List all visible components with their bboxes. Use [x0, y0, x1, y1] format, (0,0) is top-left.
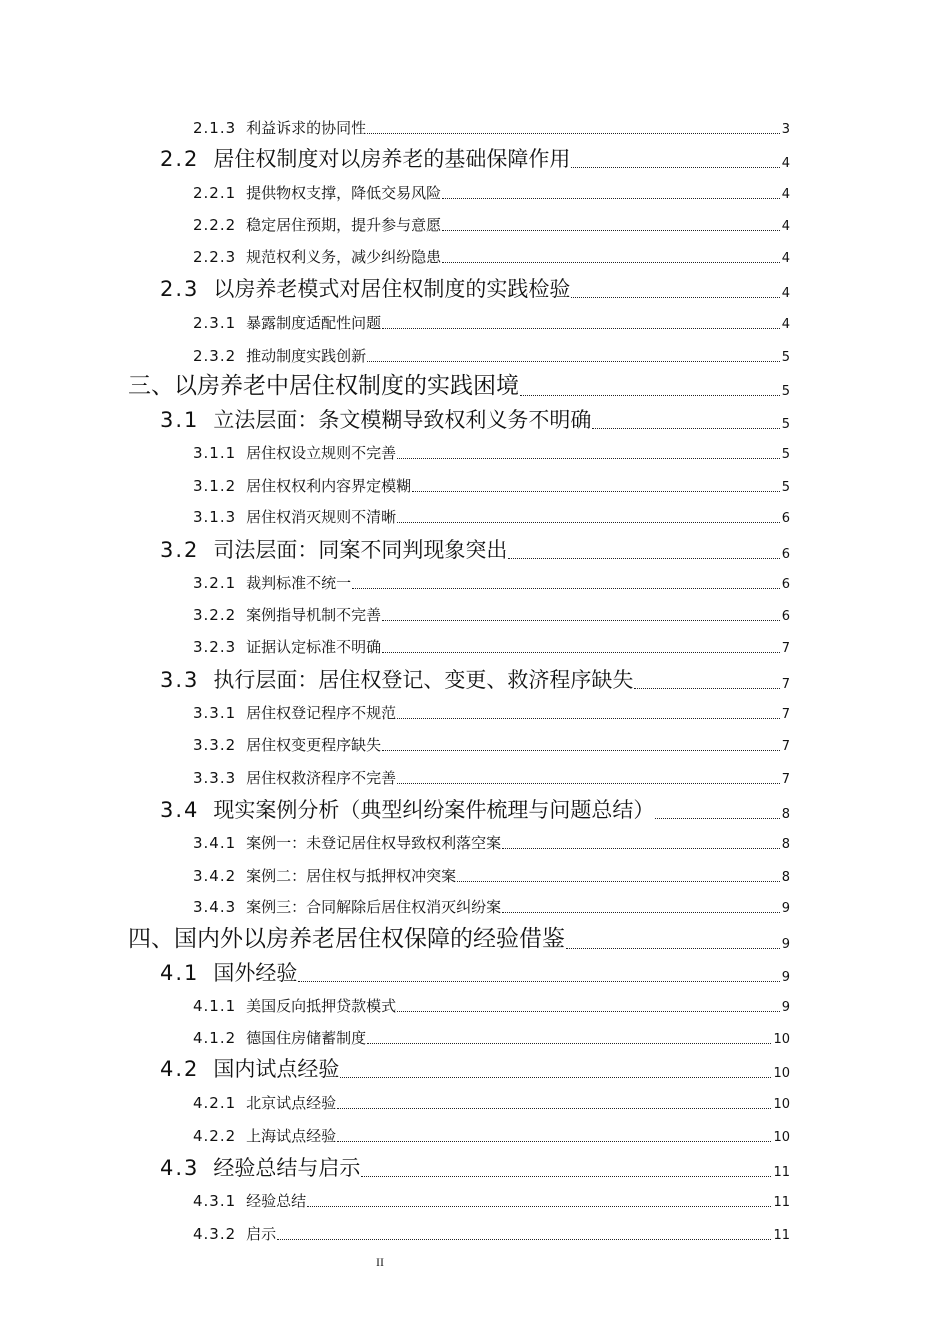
- toc-entry-number: 2.2.2: [193, 216, 237, 234]
- toc-entry-title: 案例三：合同解除后居住权消灭纠纷案: [246, 898, 502, 916]
- toc-entry-number: 2.1.3: [193, 119, 237, 137]
- toc-entry-level-3[interactable]: [193, 996, 790, 1016]
- toc-entry-page-number: 7: [781, 677, 790, 692]
- toc-entry-page-number: 9: [781, 970, 790, 985]
- toc-entry-page-number: 4: [781, 156, 790, 171]
- toc-entry-number: 3.3.3: [193, 769, 237, 787]
- toc-entry-number: 4.1: [160, 961, 200, 985]
- toc-entry-level-3[interactable]: [193, 476, 790, 496]
- dot-leader: [382, 620, 780, 621]
- toc-entry-title: 居住权变更程序缺失: [246, 736, 382, 754]
- toc-entry-number: 3.2: [160, 538, 200, 562]
- toc-entry-page-number: 10: [773, 1097, 790, 1112]
- toc-entry-number: 2.3: [160, 277, 200, 301]
- toc-entry-number: 2.3.1: [193, 314, 237, 332]
- toc-entry-level-3[interactable]: [193, 1224, 790, 1244]
- toc-entry-level-2[interactable]: [160, 1056, 790, 1082]
- toc-entry-level-3[interactable]: [193, 346, 790, 366]
- dot-leader: [571, 297, 779, 298]
- toc-entry-title: 居住权消灭规则不清晰: [246, 508, 397, 526]
- toc-entry-number: 3.1.2: [193, 477, 237, 495]
- toc-entry-number: 3.2.3: [193, 638, 237, 656]
- dot-leader: [367, 133, 780, 134]
- toc-entry-title: 执行层面：居住权登记、变更、救济程序缺失: [213, 668, 634, 692]
- toc-entry-page-number: 7: [781, 772, 790, 787]
- toc-entry-page-number: 4: [781, 286, 790, 301]
- toc-entry-number: 3.2.1: [193, 574, 237, 592]
- toc-entry-title: 启示: [246, 1225, 277, 1243]
- toc-entry-number: 3.4.1: [193, 834, 237, 852]
- toc-entry-number: 3.2.2: [193, 606, 237, 624]
- toc-entry-title: 推动制度实践创新: [246, 347, 367, 365]
- toc-entry-number: 4.1.2: [193, 1029, 237, 1047]
- toc-entry-level-3[interactable]: [193, 703, 790, 723]
- toc-entry-level-3[interactable]: [193, 118, 790, 138]
- toc-entry-number: 3.1.3: [193, 508, 237, 526]
- toc-entry-title: 司法层面：同案不同判现象突出: [213, 538, 508, 562]
- toc-entry-level-3[interactable]: [193, 183, 790, 203]
- dot-leader: [442, 262, 780, 263]
- toc-entry-page-number: 9: [781, 901, 790, 916]
- toc-entry-level-3[interactable]: [193, 833, 790, 853]
- toc-entry-title: 证据认定标准不明确: [246, 638, 382, 656]
- toc-entry-title: 三、以房养老中居住权制度的实践困境: [128, 373, 519, 399]
- toc-entry-number: 3.1: [160, 408, 200, 432]
- toc-entry-title: 居住权登记程序不规范: [246, 704, 397, 722]
- toc-entry-number: 2.3.2: [193, 347, 237, 365]
- dot-leader: [508, 558, 779, 559]
- toc-entry-page-number: 7: [781, 641, 790, 656]
- toc-entry-number: 3.3.2: [193, 736, 237, 754]
- toc-entry-level-1[interactable]: [128, 925, 790, 953]
- toc-entry-number: 3.4: [160, 798, 200, 822]
- toc-entry-level-2[interactable]: [160, 667, 790, 693]
- toc-entry-level-3[interactable]: [193, 313, 790, 333]
- dot-leader: [340, 1077, 771, 1078]
- toc-entry-title: 美国反向抵押贷款模式: [246, 997, 397, 1015]
- toc-entry-page-number: 7: [781, 707, 790, 722]
- toc-entry-level-1[interactable]: [128, 372, 790, 400]
- toc-entry-title: 规范权利义务，减少纠纷隐患: [246, 248, 442, 266]
- toc-entry-level-3[interactable]: [193, 573, 790, 593]
- dot-leader: [397, 718, 780, 719]
- dot-leader: [337, 1141, 771, 1142]
- toc-entry-number: 2.2: [160, 147, 200, 171]
- dot-leader: [307, 1206, 771, 1207]
- toc-entry-page-number: 11: [773, 1195, 790, 1210]
- toc-entry-page-number: 4: [781, 317, 790, 332]
- toc-entry-level-3[interactable]: [193, 507, 790, 527]
- dot-leader: [592, 428, 779, 429]
- toc-entry-level-2[interactable]: [160, 407, 790, 433]
- toc-entry-page-number: 7: [781, 739, 790, 754]
- toc-entry-level-3[interactable]: [193, 247, 790, 267]
- dot-leader: [502, 912, 780, 913]
- toc-entry-title: 现实案例分析（典型纠纷案件梳理与问题总结）: [213, 798, 655, 822]
- toc-entry-number: 3.3.1: [193, 704, 237, 722]
- toc-entry-title: 四、国内外以房养老居住权保障的经验借鉴: [128, 926, 565, 952]
- toc-entry-title: 德国住房储蓄制度: [246, 1029, 367, 1047]
- toc-entry-title: 北京试点经验: [246, 1094, 337, 1112]
- toc-entry-number: 4.1.1: [193, 997, 237, 1015]
- toc-entry-number: 3.4.3: [193, 898, 237, 916]
- dot-leader: [571, 167, 779, 168]
- toc-entry-title: 居住权制度对以房养老的基础保障作用: [213, 147, 571, 171]
- dot-leader: [442, 230, 780, 231]
- toc-entry-page-number: 10: [773, 1032, 790, 1047]
- toc-entry-title: 稳定居住预期，提升参与意愿: [246, 216, 442, 234]
- toc-entry-level-2[interactable]: [160, 797, 790, 823]
- toc-entry-level-3[interactable]: [193, 768, 790, 788]
- toc-entry-page-number: 5: [781, 417, 790, 432]
- toc-entry-page-number: 5: [781, 384, 790, 399]
- toc-entry-page-number: 4: [781, 251, 790, 266]
- toc-entry-page-number: 5: [781, 447, 790, 462]
- toc-entry-level-3[interactable]: [193, 637, 790, 657]
- dot-leader: [361, 1176, 771, 1177]
- toc-entry-level-2[interactable]: [160, 146, 790, 172]
- toc-entry-title: 国内试点经验: [213, 1057, 340, 1081]
- toc-entry-title: 提供物权支撑，降低交易风险: [246, 184, 442, 202]
- toc-entry-title: 经验总结与启示: [213, 1156, 361, 1180]
- toc-entry-page-number: 6: [781, 609, 790, 624]
- toc-entry-level-3[interactable]: [193, 735, 790, 755]
- dot-leader: [397, 1011, 780, 1012]
- toc-entry-level-3[interactable]: [193, 1191, 790, 1211]
- toc-entry-level-2[interactable]: [160, 960, 790, 986]
- toc-entry-number: 4.2.2: [193, 1127, 237, 1145]
- dot-leader: [502, 848, 780, 849]
- dot-leader: [298, 981, 779, 982]
- dot-leader: [566, 948, 780, 949]
- toc-entry-number: 2.2.1: [193, 184, 237, 202]
- toc-entry-page-number: 10: [773, 1130, 790, 1145]
- toc-entry-title: 上海试点经验: [246, 1127, 337, 1145]
- dot-leader: [367, 361, 780, 362]
- toc-entry-page-number: 10: [773, 1066, 790, 1081]
- dot-leader: [382, 652, 780, 653]
- toc-entry-title: 国外经验: [213, 961, 298, 985]
- toc-entry-page-number: 8: [781, 807, 790, 822]
- toc-entry-title: 利益诉求的协同性: [246, 119, 367, 137]
- toc-entry-level-3[interactable]: [193, 1028, 790, 1048]
- dot-leader: [397, 783, 780, 784]
- dot-leader: [352, 588, 780, 589]
- page-number-footer: II: [376, 1255, 384, 1269]
- toc-entry-title: 案例二：居住权与抵押权冲突案: [246, 867, 457, 885]
- toc-entry-title: 居住权设立规则不完善: [246, 444, 397, 462]
- dot-leader: [382, 328, 780, 329]
- toc-entry-number: 4.2.1: [193, 1094, 237, 1112]
- dot-leader: [442, 198, 780, 199]
- toc-entry-page-number: 5: [781, 480, 790, 495]
- toc-entry-page-number: 4: [781, 187, 790, 202]
- toc-entry-page-number: 4: [781, 219, 790, 234]
- toc-entry-title: 案例指导机制不完善: [246, 606, 382, 624]
- dot-leader: [397, 458, 780, 459]
- toc-entry-page-number: 9: [781, 937, 790, 952]
- toc-entry-page-number: 11: [773, 1228, 790, 1243]
- toc-entry-page-number: 8: [781, 837, 790, 852]
- toc-entry-page-number: 11: [773, 1165, 790, 1180]
- dot-leader: [457, 881, 780, 882]
- toc-entry-level-3[interactable]: [193, 443, 790, 463]
- dot-leader: [397, 522, 780, 523]
- toc-entry-page-number: 6: [781, 547, 790, 562]
- toc-entry-page-number: 8: [781, 870, 790, 885]
- toc-entry-page-number: 5: [781, 350, 790, 365]
- toc-entry-title: 以房养老模式对居住权制度的实践检验: [213, 277, 571, 301]
- dot-leader: [634, 688, 779, 689]
- dot-leader: [520, 395, 780, 396]
- toc-entry-level-2[interactable]: [160, 537, 790, 563]
- toc-entry-title: 居住权权利内容界定模糊: [246, 477, 412, 495]
- toc-entry-level-2[interactable]: [160, 276, 790, 302]
- dot-leader: [382, 750, 780, 751]
- toc-entry-title: 经验总结: [246, 1192, 307, 1210]
- toc-entry-title: 暴露制度适配性问题: [246, 314, 382, 332]
- toc-entry-number: 3.4.2: [193, 867, 237, 885]
- toc-entry-title: 案例一：未登记居住权导致权利落空案: [246, 834, 502, 852]
- toc-entry-level-3[interactable]: [193, 215, 790, 235]
- toc-entry-page-number: 6: [781, 511, 790, 526]
- toc-entry-number: 4.2: [160, 1057, 200, 1081]
- toc-entry-page-number: 9: [781, 1000, 790, 1015]
- dot-leader: [337, 1108, 771, 1109]
- toc-entry-title: 立法层面：条文模糊导致权利义务不明确: [213, 408, 592, 432]
- toc-entry-title: 裁判标准不统一: [246, 574, 352, 592]
- toc-entry-number: 3.3: [160, 668, 200, 692]
- toc-entry-level-2[interactable]: [160, 1155, 790, 1181]
- dot-leader: [412, 491, 780, 492]
- dot-leader: [277, 1239, 771, 1240]
- toc-entry-level-3[interactable]: [193, 605, 790, 625]
- toc-entry-page-number: 3: [781, 122, 790, 137]
- toc-entry-level-3[interactable]: [193, 1126, 790, 1146]
- toc-entry-number: 2.2.3: [193, 248, 237, 266]
- toc-entry-number: 4.3.2: [193, 1225, 237, 1243]
- dot-leader: [367, 1043, 771, 1044]
- toc-entry-number: 3.1.1: [193, 444, 237, 462]
- toc-entry-page-number: 6: [781, 577, 790, 592]
- toc-entry-level-3[interactable]: [193, 866, 790, 886]
- toc-entry-number: 4.3: [160, 1156, 200, 1180]
- toc-entry-level-3[interactable]: [193, 897, 790, 917]
- dot-leader: [655, 818, 779, 819]
- toc-entry-title: 居住权救济程序不完善: [246, 769, 397, 787]
- toc-entry-level-3[interactable]: [193, 1093, 790, 1113]
- toc-entry-number: 4.3.1: [193, 1192, 237, 1210]
